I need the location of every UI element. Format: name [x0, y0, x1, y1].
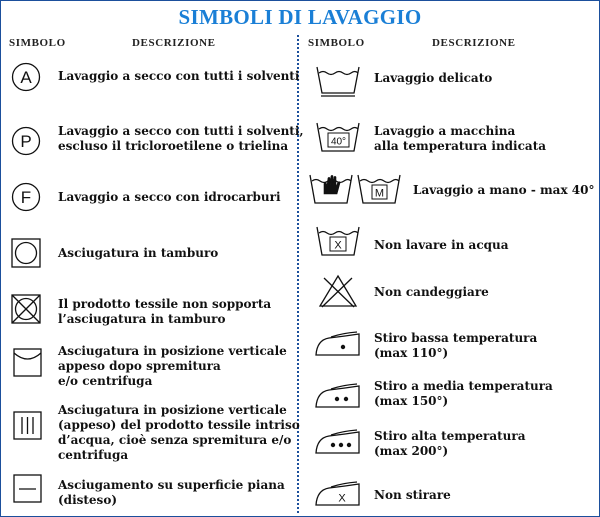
desc-line: Lavaggio a macchina [374, 124, 516, 138]
row-desc [374, 124, 546, 154]
row-desc [374, 238, 509, 253]
desc-line: Non candeggiare [374, 285, 489, 299]
machine-wash-temp-icon [315, 120, 361, 154]
row-desc [413, 183, 594, 198]
do-not-iron-icon [313, 480, 363, 508]
desc-line: Stiro alta temperatura [374, 429, 526, 443]
dry-clean-p-icon [11, 126, 41, 156]
desc-line: alla temperatura indicata [374, 139, 547, 153]
desc-line: Lavaggio a secco con tutti i solventi, [58, 124, 304, 138]
desc-line: Non lavare in acqua [374, 238, 509, 252]
row-desc [58, 246, 218, 261]
line-dry-icon [13, 348, 43, 378]
desc-line: (max 200°) [374, 444, 449, 458]
right-symbol-header: SIMBOLO [308, 37, 365, 49]
desc-line: (max 150°) [374, 394, 449, 408]
no-tumble-dry-icon [11, 294, 41, 324]
do-not-wash-mark: X [334, 239, 342, 252]
tumble-dry-icon [11, 238, 41, 268]
desc-line: Stiro a media temperatura [374, 379, 553, 393]
desc-line: d’acqua, cioè senza spremitura e/o [58, 433, 292, 447]
left-symbol-header: SIMBOLO [9, 37, 66, 49]
dry-clean-p-letter: P [20, 132, 32, 151]
dry-flat-icon [13, 474, 43, 504]
row-desc [58, 190, 281, 205]
desc-line: Lavaggio a secco con tutti i solventi [58, 69, 300, 83]
desc-line: Asciugatura in posizione verticale [58, 403, 287, 417]
page-title: SIMBOLI DI LAVAGGIO [178, 5, 422, 29]
desc-line: Stiro bassa temperatura [374, 331, 538, 345]
hand-wash-icon [308, 170, 354, 206]
desc-line: Asciugatura in posizione verticale [58, 344, 287, 358]
desc-line: Lavaggio delicato [374, 71, 493, 85]
row-desc [58, 297, 271, 327]
desc-line: Asciugamento su superficie piana [58, 478, 285, 492]
desc-line: escluso il tricloroetilene o trielina [58, 139, 289, 153]
iron-medium-icon [313, 382, 363, 410]
row-desc [58, 344, 287, 389]
row-desc [374, 71, 492, 86]
left-description-header: DESCRIZIONE [132, 37, 216, 49]
row-desc [58, 124, 304, 154]
iron-low-icon [313, 330, 363, 358]
desc-line: (max 110°) [374, 346, 449, 360]
machine-wash-temp-label: 40° [330, 136, 347, 148]
desc-line: Lavaggio a mano - max 40° [413, 183, 595, 197]
row-desc [374, 488, 451, 503]
right-description-header: DESCRIZIONE [432, 37, 516, 49]
desc-line: (appeso) del prodotto tessile intriso [58, 418, 300, 432]
desc-line: e/o centrifuga [58, 374, 153, 388]
dry-clean-a-letter: A [20, 68, 32, 87]
desc-line: Non stirare [374, 488, 451, 502]
drip-dry-icon [13, 411, 43, 441]
desc-line: appeso dopo spremitura [58, 359, 221, 373]
row-desc [58, 69, 299, 84]
row-desc [374, 285, 489, 300]
hand-wash-m-icon [356, 172, 402, 206]
desc-line: Asciugatura in tamburo [58, 246, 219, 260]
desc-line: centrifuga [58, 448, 129, 462]
hand-wash-m-label: M [374, 187, 385, 200]
row-desc [374, 331, 537, 361]
do-not-wash-icon [315, 224, 361, 258]
desc-line: Lavaggio a secco con idrocarburi [58, 190, 281, 204]
desc-line: (disteso) [58, 493, 117, 507]
desc-line: Il prodotto tessile non sopporta [58, 297, 272, 311]
do-not-bleach-icon [318, 274, 358, 308]
dry-clean-f-letter: F [20, 188, 32, 207]
row-desc [374, 429, 525, 459]
desc-line: l’asciugatura in tamburo [58, 312, 226, 326]
dry-clean-f-icon [11, 182, 41, 212]
iron-high-icon [313, 428, 363, 456]
do-not-iron-mark: X [338, 492, 346, 505]
row-desc [58, 403, 300, 463]
delicate-wash-icon [315, 64, 361, 98]
dry-clean-a-icon [11, 62, 41, 92]
row-desc [374, 379, 553, 409]
row-desc [58, 478, 285, 508]
